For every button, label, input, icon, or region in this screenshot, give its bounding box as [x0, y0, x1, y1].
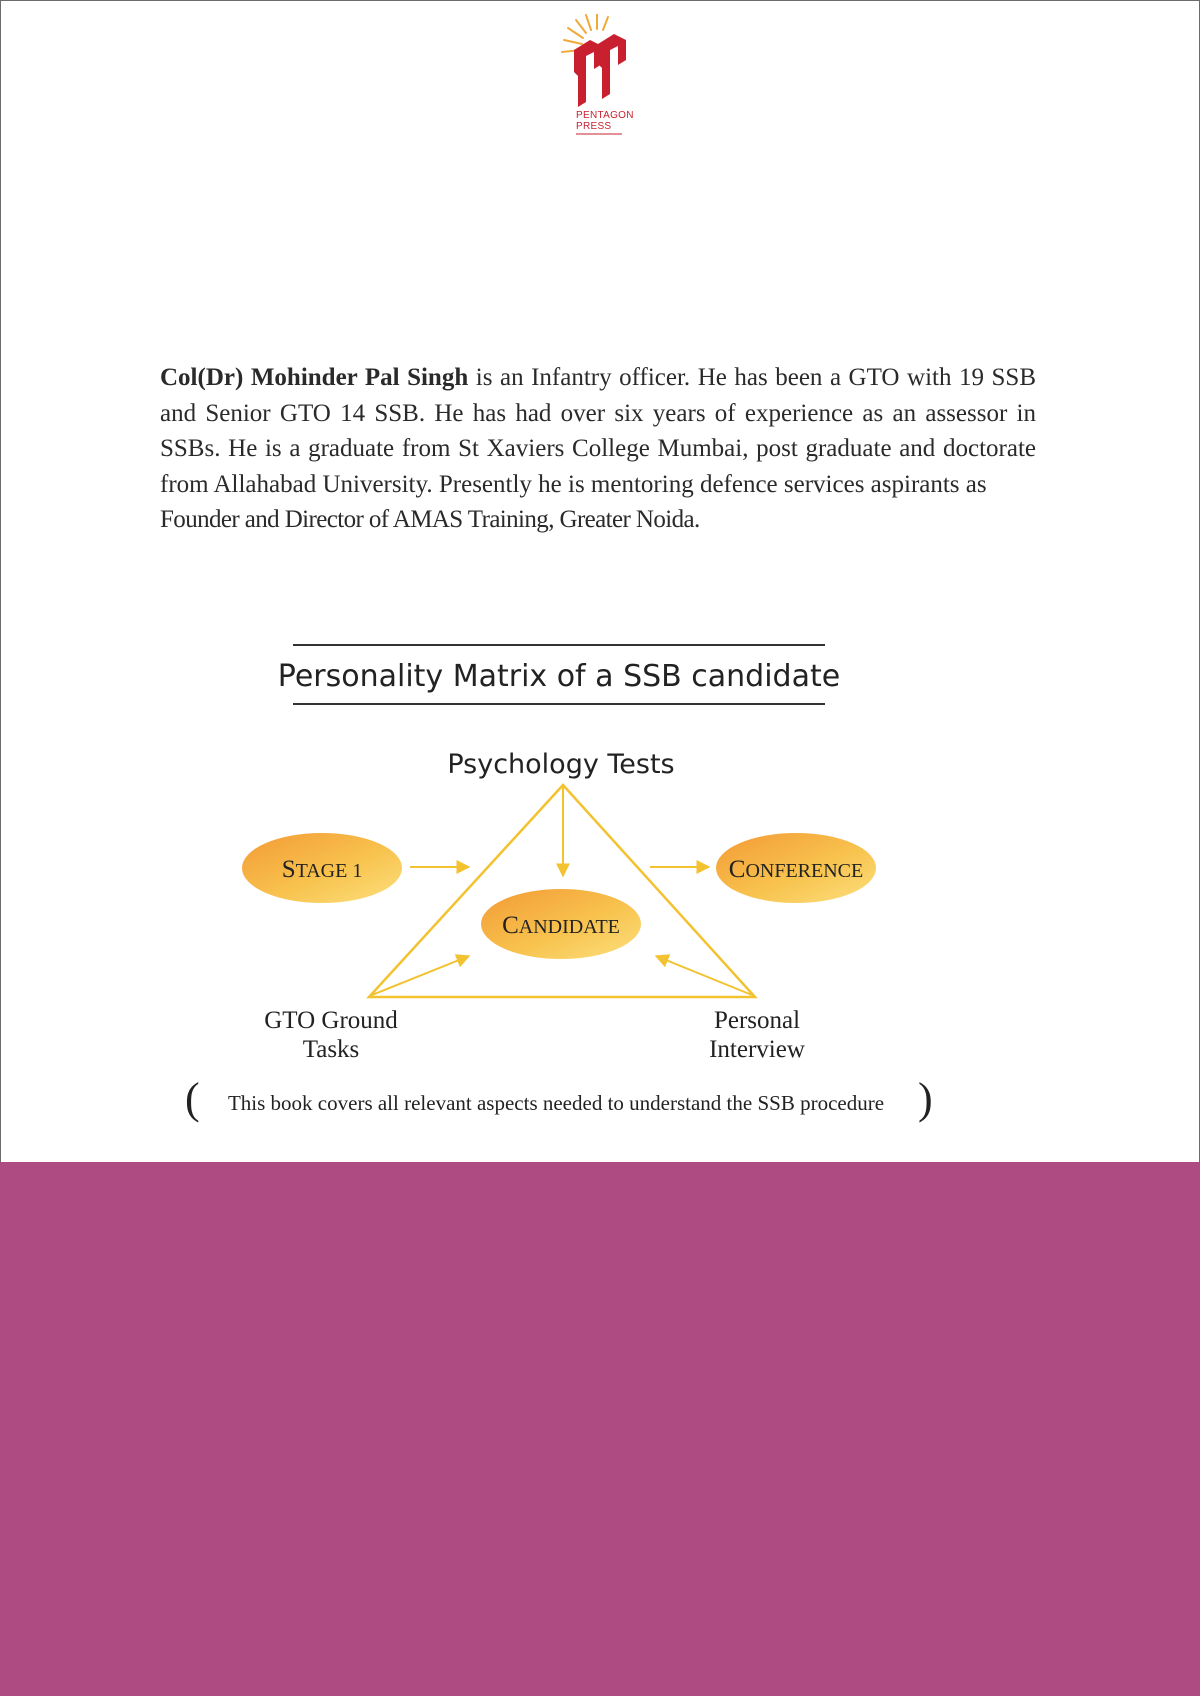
bio-last-line: Founder and Director of AMAS Training, Greater Noida.	[160, 506, 700, 533]
logo-line2: PRESS	[576, 121, 612, 132]
arrow-interview-to-candidate	[656, 956, 752, 995]
arrow-gto-to-candidate	[372, 956, 469, 995]
caption-text: This book covers all relevant aspects needed to understand the SSB procedure	[227, 1091, 885, 1115]
bio-line1: is an Infantry officer. He has been a GTO with 19 SSB	[468, 364, 1036, 391]
conference-rest: ONFERENCE	[745, 860, 864, 882]
author-bio	[160, 360, 1036, 538]
candidate-label	[502, 912, 620, 939]
conference-initial: C	[728, 856, 746, 883]
stage-1-label	[282, 856, 363, 883]
diagram-title: Personality Matrix of a SSB candidate	[277, 659, 841, 694]
caption-close-paren: )	[918, 1074, 933, 1123]
personality-matrix-diagram	[0, 630, 1200, 1150]
author-name: Col(Dr) Mohinder Pal Singh	[160, 364, 469, 391]
psychology-tests-label: Psychology Tests	[447, 749, 675, 780]
stage-1-initial: S	[281, 856, 296, 883]
pp-mark-icon	[574, 40, 602, 107]
publisher-logo	[546, 14, 656, 142]
caption-open-paren: (	[185, 1074, 200, 1123]
candidate-initial: C	[502, 912, 519, 939]
conference-label	[729, 856, 863, 883]
logo-line1: PENTAGON	[576, 110, 634, 121]
gto-label-line2: Tasks	[302, 1036, 360, 1063]
gto-label-line1: GTO Ground	[264, 1007, 398, 1034]
candidate-rest: ANDIDATE	[518, 916, 620, 938]
pp-mark-2-icon	[598, 34, 626, 99]
bio-body: and Senior GTO 14 SSB. He has had over six years of experience as an assessor in SSBs. He is a graduate from St Xaviers College Mumbai, post graduate and doctorate from Allahabad University. Presently he is mentoring defence services aspirants as	[160, 399, 1036, 498]
interview-label-line2: Interview	[709, 1036, 805, 1063]
interview-label-line1: Personal	[713, 1007, 801, 1034]
bottom-color-band	[0, 1162, 1200, 1696]
stage-1-rest: TAGE 1	[295, 860, 363, 882]
